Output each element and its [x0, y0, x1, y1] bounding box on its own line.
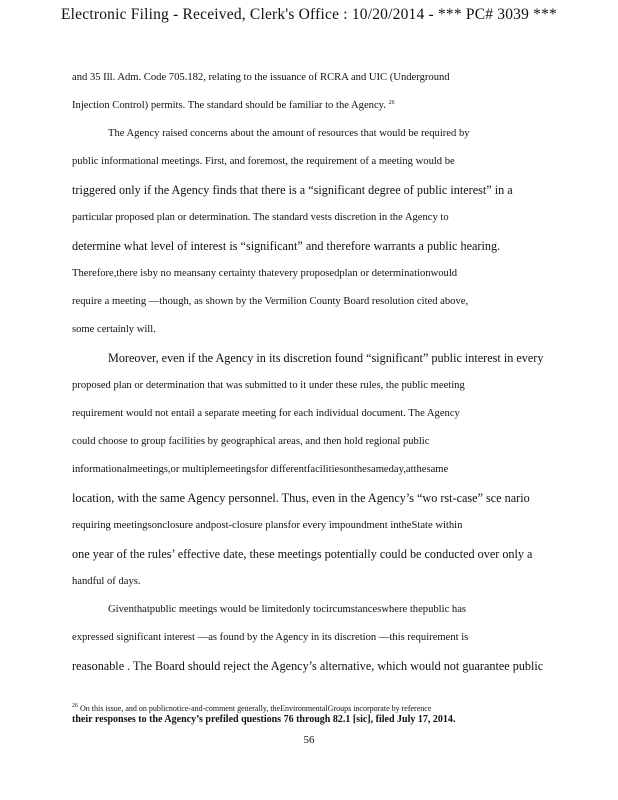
body-line-22: reasonable . The Board should reject the Agency’s alternative, which would not guarantee public	[72, 659, 544, 673]
footnote-line-2: their responses to the Agency’s prefiled questions 76 through 82.1 [sic], filed July 17, 2014.	[72, 714, 456, 725]
footnote-number: 26	[72, 703, 78, 709]
body-line-19: handful of days.	[72, 576, 141, 587]
body-line-3: The Agency raised concerns about the amount of resources that would be required by	[108, 128, 470, 139]
body-line-5: triggered only if the Agency finds that there is a “significant degree of public interest” in a	[72, 183, 513, 197]
body-line-17: requiring meetingsonclosure andpost-closure plansfor every impoundment intheState within	[72, 520, 463, 531]
body-line-4: public informational meetings. First, and foremost, the requirement of a meeting would be	[72, 156, 455, 167]
body-line-9: require a meeting —though, as shown by the Vermilion County Board resolution cited above,	[72, 296, 469, 307]
body-line-15: informationalmeetings,or multiplemeetingsfor differentfacilitiesonthesameday,atthesame	[72, 464, 449, 475]
body-line-10: some certainly will.	[72, 324, 156, 335]
body-line-14: could choose to group facilities by geographical areas, and then hold regional public	[72, 436, 430, 447]
body-line-20: Giventhatpublic meetings would be limitedonly tocircumstanceswhere thepublic has	[108, 604, 467, 615]
body-line-13: requirement would not entail a separate meeting for each individual document. The Agency	[72, 408, 460, 419]
page-number: 56	[303, 734, 315, 746]
body-line-11: Moreover, even if the Agency in its discretion found “significant” public interest in every	[108, 351, 544, 365]
body-line-18: one year of the rules’ effective date, these meetings potentially could be conducted over only a	[72, 547, 533, 561]
body-line-1: and 35 Ill. Adm. Code 705.182, relating to the issuance of RCRA and UIC (Underground	[72, 72, 450, 83]
footnote-ref: 26	[388, 100, 395, 106]
body-line-12: proposed plan or determination that was submitted to it under these rules, the public meeting	[72, 380, 465, 391]
body-line-16: location, with the same Agency personnel. Thus, even in the Agency’s “wo rst-case” sce nario	[72, 491, 530, 505]
body-line-6: particular proposed plan or determination. The standard vests discretion in the Agency to	[72, 212, 449, 223]
body-line-21: expressed significant interest —as found by the Agency in its discretion —this requirement is	[72, 632, 469, 643]
body-line-2: Injection Control) permits. The standard should be familiar to the Agency. $^{26}$	[72, 100, 395, 111]
footnote-line-1: $^{26}$ On this issue, and on publicnotice-and-comment generally, theEnvironmentalGroups incorporate by reference	[72, 703, 432, 713]
body-line-7: determine what level of interest is “significant” and therefore warrants a public hearing.	[72, 239, 501, 253]
filing-stamp-header: Electronic Filing - Received, Clerk's Office : 10/20/2014 - *** PC# 3039 ***	[61, 6, 557, 23]
body-line-8: Therefore,there isby no meansany certainty thatevery proposedplan or determinationwould	[72, 268, 458, 279]
